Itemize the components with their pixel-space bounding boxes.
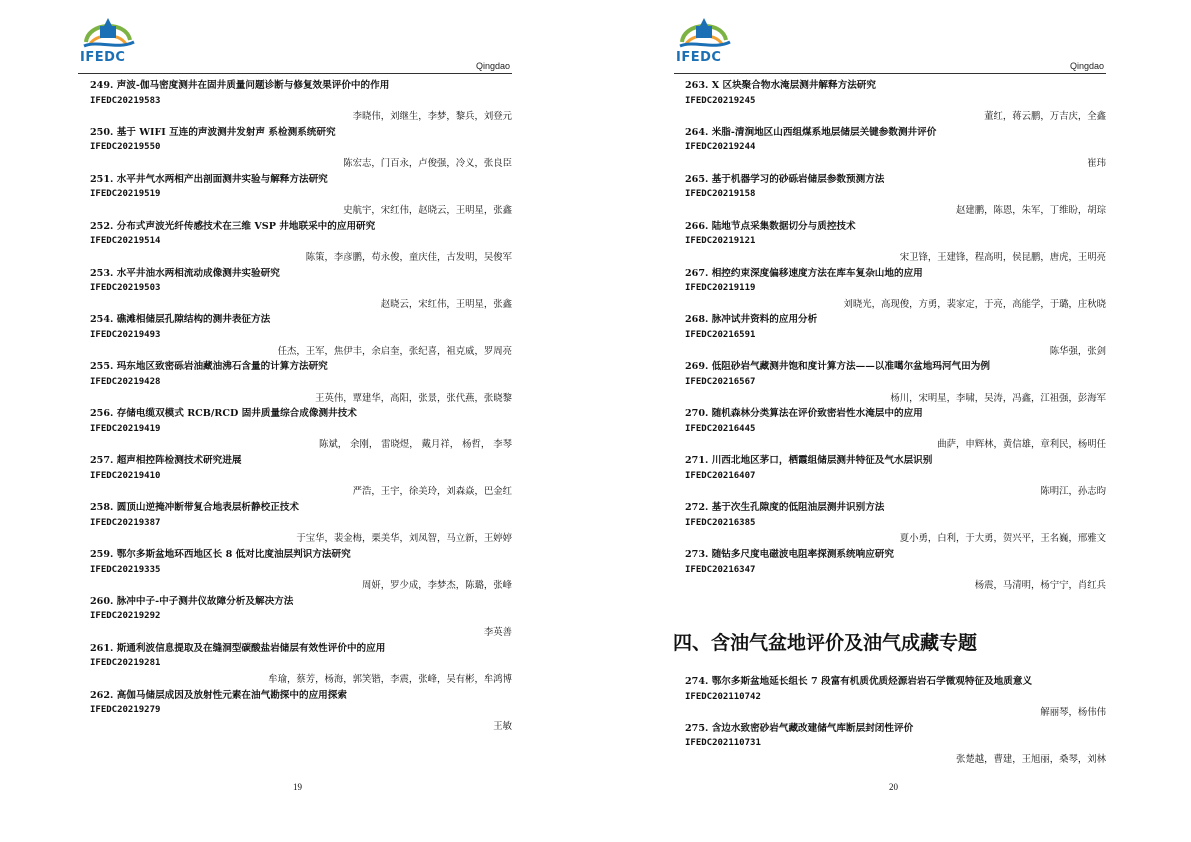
paper-authors: 于宝华，裴金梅，栗美华，刘凤智，马立新，王婷婷	[296, 533, 512, 545]
list-item	[90, 219, 512, 266]
paper-title: 273. 随钻多尺度电磁波电阻率探测系统响应研究	[685, 548, 894, 560]
paper-code: IFEDC20219550	[90, 142, 161, 153]
paper-title: 261. 斯通利波信息提取及在缝洞型碳酸盐岩储层有效性评价中的应用	[90, 642, 386, 654]
list-item	[685, 78, 1106, 125]
paper-authors: 周妍，罗少成，李梦杰，陈璐，张峰	[361, 580, 512, 592]
paper-code: IFEDC20219387	[90, 517, 161, 528]
paper-code: IFEDC20219119	[685, 283, 756, 294]
list-item	[685, 674, 1106, 721]
paper-code: IFEDC20219281	[90, 658, 161, 669]
paper-authors: 李晓伟，刘继生，李梦，黎兵，刘登元	[352, 111, 512, 123]
header-divider	[78, 73, 512, 74]
paper-code: IFEDC20219410	[90, 470, 161, 481]
list-item	[685, 453, 1106, 500]
section-heading: 四、含油气盆地评价及油气成藏专题	[673, 632, 978, 654]
paper-code: IFEDC20219519	[90, 189, 161, 200]
paper-code: IFEDC20219279	[90, 705, 161, 716]
paper-title: 275. 含边水致密砂岩气藏改建储气库断层封闭性评价	[685, 722, 914, 734]
paper-code: IFEDC20219514	[90, 236, 161, 247]
list-item	[685, 312, 1106, 359]
list-item	[90, 359, 512, 406]
paper-authors: 杨震，马清明，杨宁宁，肖红兵	[974, 580, 1106, 592]
paper-code: IFEDC20219335	[90, 564, 161, 575]
paper-title: 251. 水平井气水两相产出剖面测井实验与解释方法研究	[90, 173, 328, 185]
paper-title: 263. X 区块聚合物水淹层测井解释方法研究	[685, 80, 876, 91]
paper-title: 271. 川西北地区茅口，栖霞组储层测井特征及气水层识别	[685, 455, 933, 467]
paper-authors: 曲萨，申辉林，黄信雄，章利民，杨明任	[937, 439, 1106, 451]
list-item	[90, 172, 512, 219]
list-item	[685, 406, 1106, 453]
list-item	[685, 547, 1106, 594]
paper-title: 256. 存储电缆双模式 RCB/RCD 固井质量综合成像测井技术	[90, 408, 357, 420]
paper-code: IFEDC202110731	[685, 738, 761, 749]
paper-title: 254. 礁滩相储层孔隙结构的测井表征方法	[90, 314, 271, 326]
paper-authors: 张楚越，曹建，王旭丽，桑琴，刘林	[955, 754, 1106, 766]
paper-authors: 陈华强，张剑	[1049, 345, 1106, 357]
page-19	[0, 0, 595, 842]
paper-authors: 陈宏志，门百永，卢俊强，冷义，张良臣	[343, 158, 512, 170]
paper-authors: 宋卫锋，王建锋，程高明，侯昆鹏，唐虎，王明亮	[899, 251, 1106, 263]
page-number: 20	[889, 782, 898, 792]
paper-title: 250. 基于 WIFI 互连的声波测井发射声 系检测系统研究	[90, 126, 336, 138]
paper-authors: 牟瑜，蔡芳，杨海，郭笑锴，李震，张峰，吴有彬，牟鸿博	[268, 673, 512, 685]
list-item	[90, 125, 512, 172]
list-item	[685, 219, 1106, 266]
paper-title: 265. 基于机器学习的砂砾岩储层参数预测方法	[685, 173, 885, 185]
paper-code: IFEDC20219419	[90, 423, 161, 434]
paper-authors: 董红，蒋云鹏，万吉庆，全鑫	[984, 111, 1106, 123]
paper-title: 258. 圆顶山逆掩冲断带复合地表层析静校正技术	[90, 502, 299, 514]
list-item	[685, 172, 1106, 219]
paper-code: IFEDC20216407	[685, 470, 756, 481]
paper-authors: 王敏	[493, 720, 512, 732]
paper-code: IFEDC20216347	[685, 564, 756, 575]
list-item	[685, 500, 1106, 547]
paper-title: 268. 脉冲试井资料的应用分析	[685, 314, 818, 326]
paper-authors: 陈斌， 余刚， 雷晓煜， 戴月祥， 杨哲， 李琴	[318, 439, 512, 451]
paper-title: 252. 分布式声波光纤传感技术在三维 VSP 井地联采中的应用研究	[90, 220, 376, 232]
ifedc-logo	[674, 16, 734, 68]
page-number: 19	[293, 782, 302, 792]
paper-title: 249. 声波-伽马密度测井在固井质量问题诊断与修复效果评价中的作用	[90, 80, 390, 91]
paper-authors: 陈策，李彦鹏，苟永俊，童庆佳，古发明，吴俊军	[305, 251, 512, 263]
header-city: Qingdao	[1070, 61, 1105, 71]
paper-authors: 李英善	[483, 626, 512, 638]
paper-code: IFEDC202110742	[685, 691, 761, 702]
list-item	[90, 78, 512, 125]
entry-list	[685, 78, 1106, 594]
list-item	[90, 594, 512, 641]
paper-code: IFEDC20219503	[90, 283, 161, 294]
paper-code: IFEDC20219583	[90, 95, 161, 106]
list-item	[90, 406, 512, 453]
list-item	[90, 500, 512, 547]
list-item	[90, 547, 512, 594]
paper-code: IFEDC20219121	[685, 236, 756, 247]
list-item	[90, 266, 512, 313]
logo-text: IFEDC	[676, 50, 722, 65]
paper-authors: 崔玮	[1087, 158, 1106, 170]
paper-authors: 王英伟，覃建华，高阳，张景，张代燕，张晓黎	[315, 392, 512, 404]
list-item	[685, 125, 1106, 172]
paper-code: IFEDC20219244	[685, 142, 756, 153]
paper-code: IFEDC20216445	[685, 423, 756, 434]
paper-title: 255. 玛东地区致密砾岩油藏油沸石含量的计算方法研究	[90, 361, 328, 373]
section-entry-list	[685, 674, 1106, 768]
paper-code: IFEDC20219245	[685, 95, 756, 106]
paper-title: 266. 陆地节点采集数据切分与质控技术	[685, 220, 856, 232]
paper-authors: 夏小勇，白利，于大勇，贺兴平，王名巍，邢雅文	[899, 533, 1106, 545]
header-divider	[674, 73, 1106, 74]
list-item	[685, 266, 1106, 313]
paper-title: 274. 鄂尔多斯盆地延长组长 7 段富有机质优质烃源岩岩石学微观特征及地质意义	[685, 676, 1033, 687]
paper-title: 272. 基于次生孔隙度的低阻油层测井识别方法	[685, 502, 885, 514]
paper-title: 270. 随机森林分类算法在评价致密岩性水淹层中的应用	[685, 408, 923, 420]
paper-title: 264. 米脂-清涧地区山西组煤系地层储层关键参数测井评价	[685, 126, 937, 138]
paper-authors: 陈明江，孙志昀	[1040, 486, 1106, 498]
paper-title: 269. 低阻砂岩气藏测井饱和度计算方法——以准噶尔盆地玛河气田为例	[685, 361, 990, 373]
paper-code: IFEDC20216591	[685, 330, 756, 341]
paper-authors: 刘晓光，高现俊，方勇，裴家定，于亮，高能学，于璐，庄秋晓	[843, 298, 1106, 310]
list-item	[90, 641, 512, 688]
list-item	[90, 688, 512, 735]
paper-authors: 任杰，王军，焦伊丰，余启奎，张纪喜，祖克威，罗周亮	[277, 345, 512, 357]
paper-authors: 解丽琴，杨伟伟	[1040, 707, 1106, 719]
list-item	[685, 359, 1106, 406]
paper-title: 260. 脉冲中子-中子测井仪故障分析及解决方法	[90, 595, 294, 607]
paper-code: IFEDC20219292	[90, 611, 161, 622]
paper-authors: 赵建鹏，陈恩，朱军，丁维盼，胡琮	[955, 204, 1106, 216]
paper-code: IFEDC20219428	[90, 376, 161, 387]
paper-authors: 严浩，王宇，徐美玲，刘森焱，巴金红	[352, 486, 512, 498]
paper-code: IFEDC20216385	[685, 517, 756, 528]
paper-code: IFEDC20219493	[90, 330, 161, 341]
logo-text: IFEDC	[80, 50, 126, 65]
paper-code: IFEDC20216567	[685, 376, 756, 387]
list-item	[90, 453, 512, 500]
paper-authors: 杨川，宋明星，李啸，吴涛，冯鑫，江祖强，彭海军	[890, 392, 1106, 404]
paper-title: 253. 水平井油水两相流动成像测井实验研究	[90, 267, 280, 279]
ifedc-logo-icon	[78, 16, 138, 52]
paper-title: 259. 鄂尔多斯盆地环西地区长 8 低对比度油层判识方法研究	[90, 548, 351, 560]
paper-authors: 赵晓云，宋红伟，王明星，张鑫	[380, 298, 512, 310]
paper-authors: 史航宇，宋红伟，赵晓云，王明星，张鑫	[343, 204, 512, 216]
paper-title: 257. 超声相控阵检测技术研究进展	[90, 455, 242, 467]
paper-title: 267. 相控约束深度偏移速度方法在库车复杂山地的应用	[685, 267, 923, 279]
ifedc-logo-icon	[674, 16, 734, 52]
list-item	[90, 312, 512, 359]
paper-title: 262. 高伽马储层成因及放射性元素在油气勘探中的应用探索	[90, 689, 347, 701]
page-20	[596, 0, 1191, 842]
header-city: Qingdao	[476, 61, 511, 71]
list-item	[685, 721, 1106, 768]
paper-code: IFEDC20219158	[685, 189, 756, 200]
entry-list	[90, 78, 512, 734]
ifedc-logo	[78, 16, 138, 68]
